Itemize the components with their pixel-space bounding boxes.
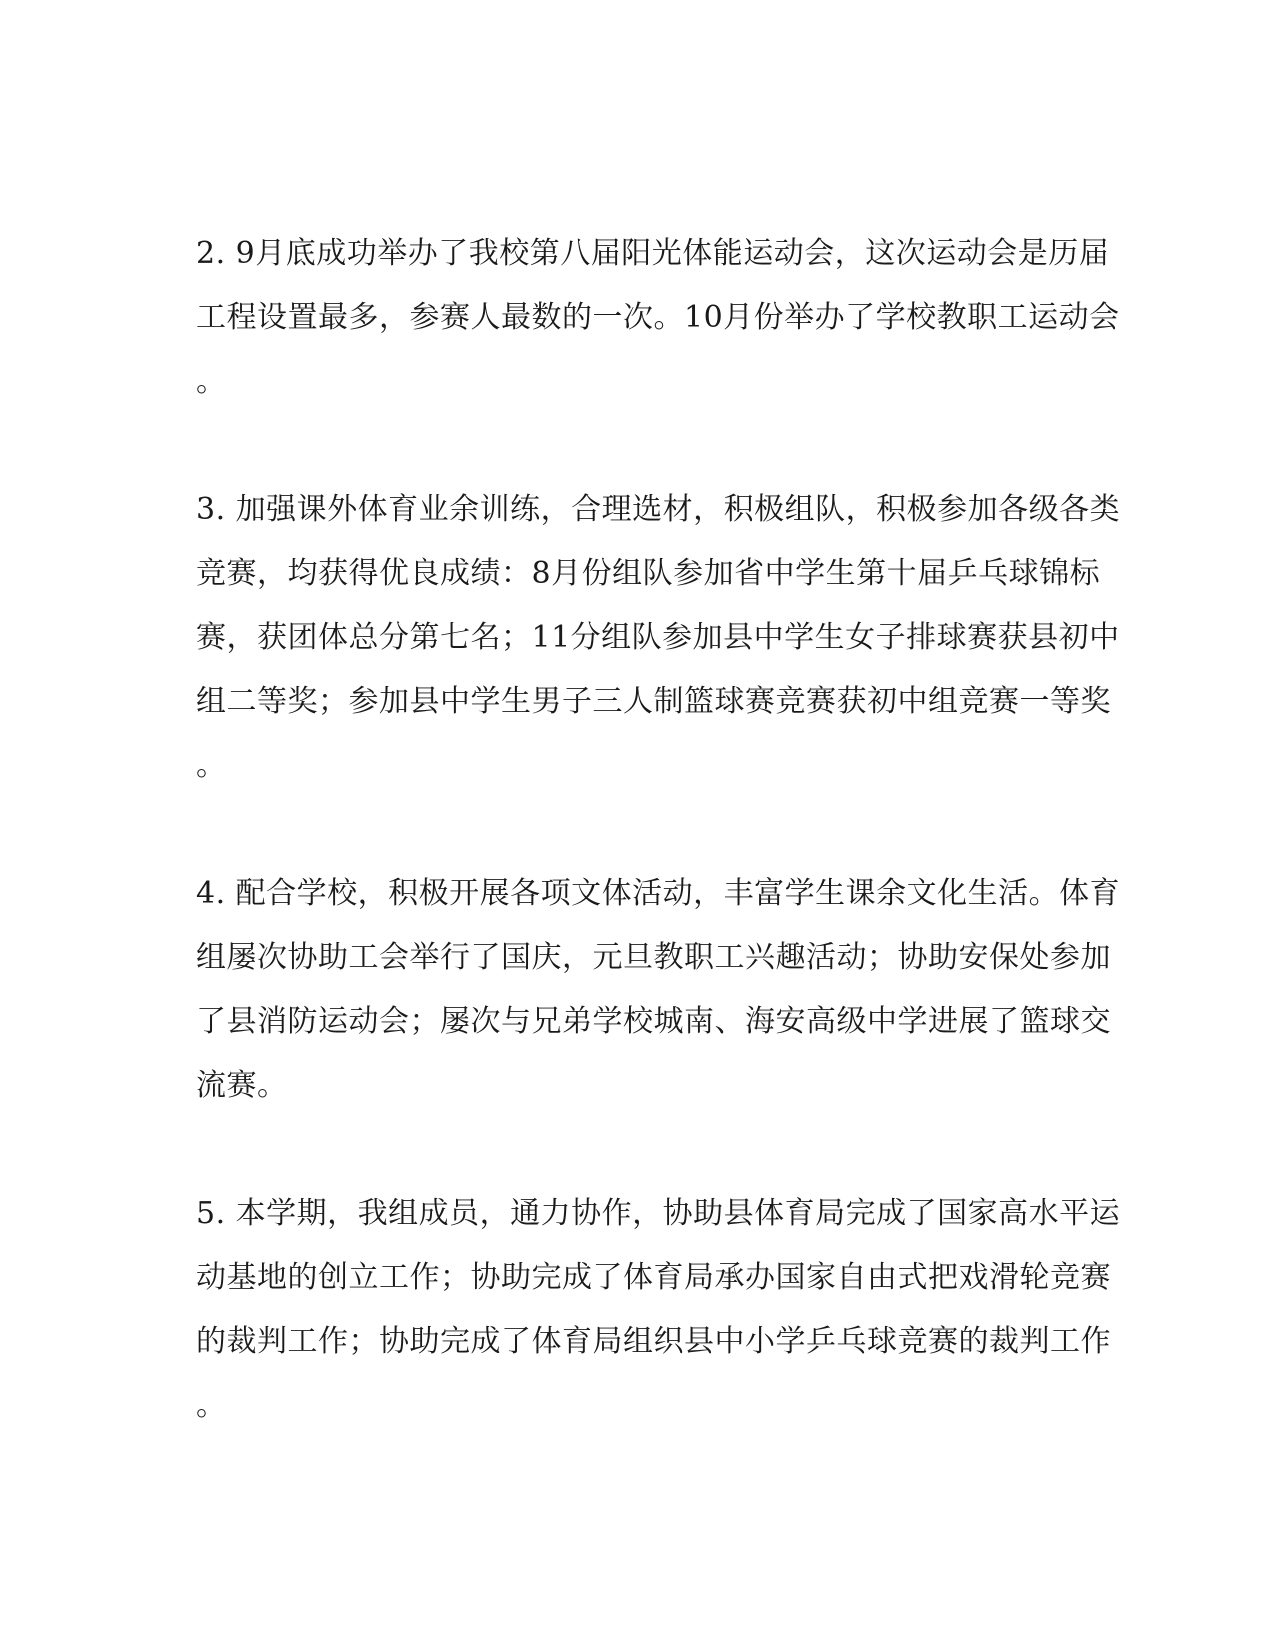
text-line: 赛，获团体总分第七名；11分组队参加县中学生女子排球赛获县初中 xyxy=(196,620,1120,655)
text-line: 。 xyxy=(196,364,227,399)
paragraph-item-4 xyxy=(196,862,1121,1118)
text-line: 工程设置最多，参赛人最数的一次。10月份举办了学校教职工运动会 xyxy=(196,300,1120,335)
text-line: 组屡次协助工会举行了国庆，元旦教职工兴趣活动；协助安保处参加 xyxy=(196,940,1111,975)
text-line: 流赛。 xyxy=(196,1068,288,1103)
text-line: 。 xyxy=(196,1388,227,1423)
text-line: 。 xyxy=(196,748,227,783)
text-line: 的裁判工作；协助完成了体育局组织县中小学乒乓球竞赛的裁判工作 xyxy=(196,1324,1111,1359)
text-line: 3. 加强课外体育业余训练，合理选材，积极组队，积极参加各级各类 xyxy=(196,492,1121,527)
text-line: 5. 本学期，我组成员，通力协作，协助县体育局完成了国家高水平运 xyxy=(196,1196,1121,1231)
paragraph-item-2 xyxy=(196,222,1120,414)
text-line: 了县消防运动会；屡次与兄弟学校城南、海安高级中学进展了篮球交 xyxy=(196,1004,1111,1039)
text-line: 竞赛，均获得优良成绩：8月份组队参加省中学生第十届乒乓球锦标 xyxy=(196,556,1101,591)
text-line: 2. 9月底成功举办了我校第八届阳光体能运动会，这次运动会是历届 xyxy=(196,236,1110,271)
text-line: 动基地的创立工作；协助完成了体育局承办国家自由式把戏滑轮竞赛 xyxy=(196,1260,1111,1295)
document-body xyxy=(196,222,1121,1502)
paragraph-item-3 xyxy=(196,478,1121,798)
paragraph-item-5 xyxy=(196,1182,1121,1438)
text-line: 4. 配合学校，积极开展各项文体活动，丰富学生课余文化生活。体育 xyxy=(196,876,1121,911)
text-line: 组二等奖；参加县中学生男子三人制篮球赛竞赛获初中组竞赛一等奖 xyxy=(196,684,1111,719)
